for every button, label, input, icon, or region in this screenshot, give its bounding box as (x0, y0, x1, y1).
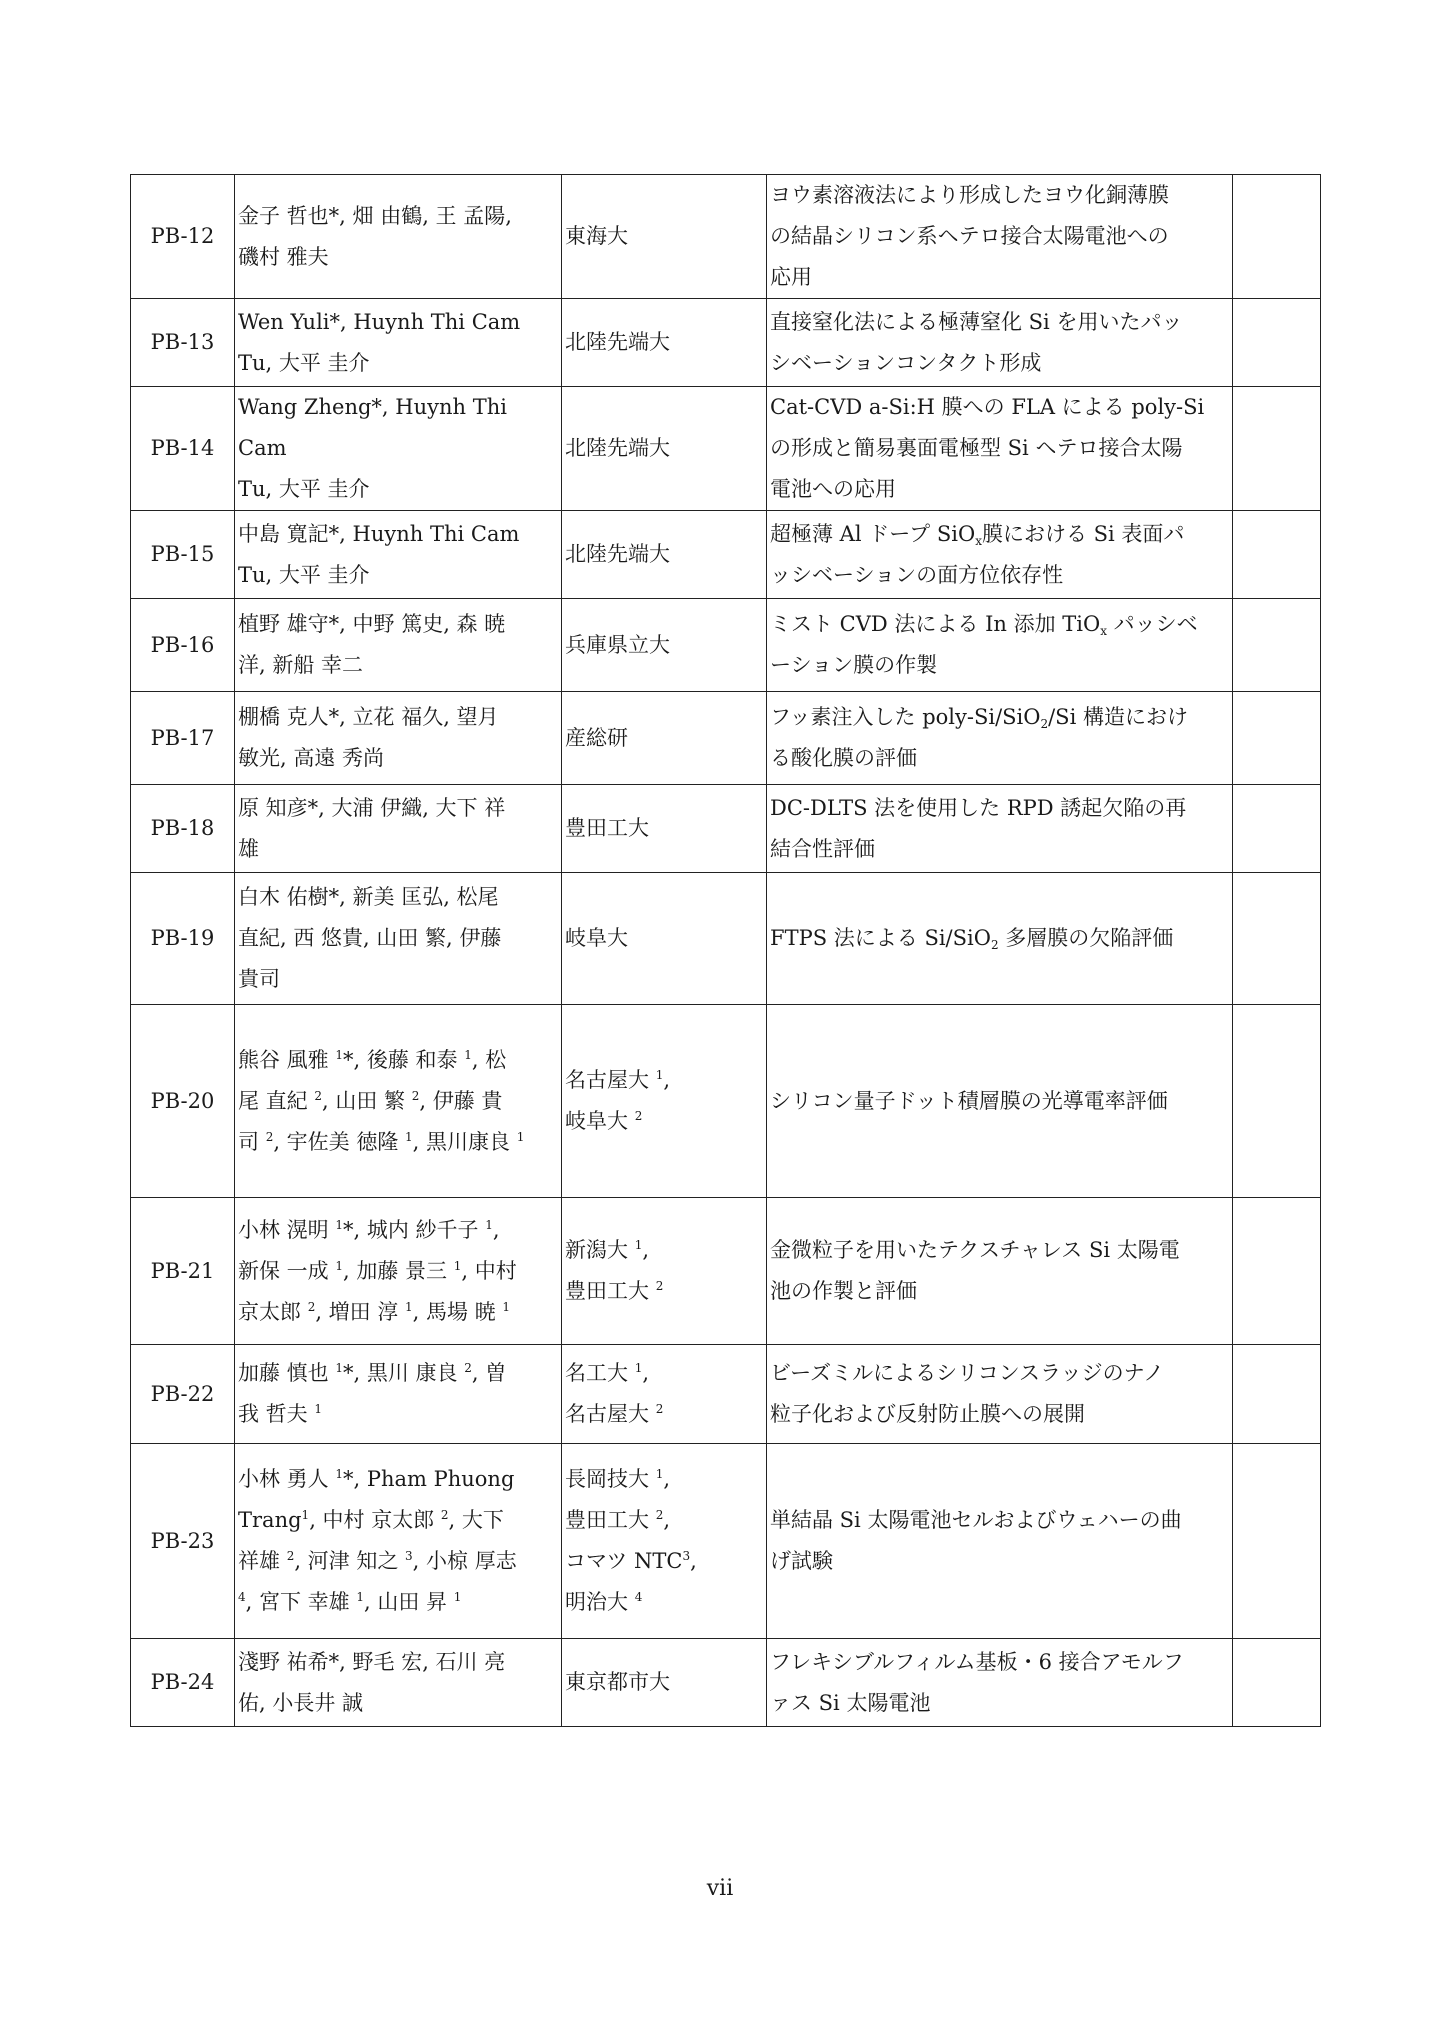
title-cell: シリコン量子ドット積層膜の光導電率評価 (767, 1005, 1233, 1198)
table-row (131, 873, 1321, 1005)
note-cell (1233, 599, 1321, 692)
presentation-id: PB-16 (131, 599, 235, 692)
affiliation-cell: 岐阜大 (562, 873, 767, 1005)
authors-cell: 加藤 慎也 $^1$*, 黒川 康良 $^2$, 曽 我 哲夫 $^1$ (235, 1345, 562, 1444)
title-cell: FTPS 法による Si/SiO$_2$ 多層膜の欠陥評価 (767, 873, 1233, 1005)
note-cell (1233, 785, 1321, 873)
affiliation-cell: 豊田工大 (562, 785, 767, 873)
title-cell: 直接窒化法による極薄窒化 Si を用いたパッ シベーションコンタクト形成 (767, 299, 1233, 387)
affiliation-cell: 名工大 $^1$, 名古屋大 $^2$ (562, 1345, 767, 1444)
title-cell: ビーズミルによるシリコンスラッジのナノ 粒子化および反射防止膜への展開 (767, 1345, 1233, 1444)
table-row (131, 1005, 1321, 1198)
presentation-id: PB-21 (131, 1198, 235, 1345)
table-row (131, 599, 1321, 692)
table-row (131, 299, 1321, 387)
authors-cell: Wen Yuli*, Huynh Thi Cam Tu, 大平 圭介 (235, 299, 562, 387)
table-row (131, 387, 1321, 511)
table-row (131, 1198, 1321, 1345)
affiliation-cell: 北陸先端大 (562, 299, 767, 387)
note-cell (1233, 175, 1321, 299)
presentation-id: PB-24 (131, 1639, 235, 1727)
title-cell: 超極薄 Al ドープ SiO$_x$膜における Si 表面パ ッシベーションの面方位依存性 (767, 511, 1233, 599)
table-row (131, 175, 1321, 299)
table-row (131, 1639, 1321, 1727)
presentation-id: PB-13 (131, 299, 235, 387)
table-row (131, 1345, 1321, 1444)
note-cell (1233, 1198, 1321, 1345)
note-cell (1233, 692, 1321, 785)
title-cell: フッ素注入した poly-Si/SiO$_2$/Si 構造におけ る酸化膜の評価 (767, 692, 1233, 785)
title-cell: フレキシブルフィルム基板・6 接合アモルフ ァス Si 太陽電池 (767, 1639, 1233, 1727)
note-cell (1233, 1444, 1321, 1639)
title-cell: 単結晶 Si 太陽電池セルおよびウェハーの曲 げ試験 (767, 1444, 1233, 1639)
affiliation-cell: 産総研 (562, 692, 767, 785)
authors-cell: 熊谷 風雅 $^1$*, 後藤 和泰 $^1$, 松 尾 直紀 $^2$, 山田 繁 $^2$, 伊藤 貴 司 $^2$, 宇佐美 徳隆 $^1$, 黒川康良 $^1$ (235, 1005, 562, 1198)
authors-cell: 小林 滉明 $^1$*, 城内 紗千子 $^1$, 新保 一成 $^1$, 加藤 景三 $^1$, 中村 京太郎 $^2$, 増田 淳 $^1$, 馬場 暁 $^1$ (235, 1198, 562, 1345)
note-cell (1233, 299, 1321, 387)
affiliation-cell: 兵庫県立大 (562, 599, 767, 692)
affiliation-cell: 東海大 (562, 175, 767, 299)
presentation-id: PB-18 (131, 785, 235, 873)
presentation-id: PB-19 (131, 873, 235, 1005)
affiliation-cell: 東京都市大 (562, 1639, 767, 1727)
affiliation-cell: 新潟大 $^1$, 豊田工大 $^2$ (562, 1198, 767, 1345)
authors-cell: 白木 佑樹*, 新美 匡弘, 松尾 直紀, 西 悠貴, 山田 繁, 伊藤 貴司 (235, 873, 562, 1005)
title-cell: ヨウ素溶液法により形成したヨウ化銅薄膜 の結晶シリコン系ヘテロ接合太陽電池への 応用 (767, 175, 1233, 299)
affiliation-cell: 名古屋大 $^1$, 岐阜大 $^2$ (562, 1005, 767, 1198)
authors-cell: 植野 雄守*, 中野 篤史, 森 暁 洋, 新船 幸二 (235, 599, 562, 692)
note-cell (1233, 1639, 1321, 1727)
title-cell: ミスト CVD 法による In 添加 TiO$_x$ パッシベ ーション膜の作製 (767, 599, 1233, 692)
authors-cell: 原 知彦*, 大浦 伊織, 大下 祥 雄 (235, 785, 562, 873)
authors-cell: 棚橋 克人*, 立花 福久, 望月 敏光, 高遠 秀尚 (235, 692, 562, 785)
presentation-id: PB-14 (131, 387, 235, 511)
affiliation-cell: 北陸先端大 (562, 511, 767, 599)
program-table (130, 174, 1321, 1727)
presentation-id: PB-12 (131, 175, 235, 299)
title-cell: DC-DLTS 法を使用した RPD 誘起欠陥の再 結合性評価 (767, 785, 1233, 873)
authors-cell: Wang Zheng*, Huynh Thi Cam Tu, 大平 圭介 (235, 387, 562, 511)
affiliation-cell: 長岡技大 $^1$, 豊田工大 $^2$, コマツ NTC$^3$, 明治大 $^4$ (562, 1444, 767, 1639)
page-number: vii (706, 1876, 734, 1901)
authors-cell: 小林 勇人 $^1$*, Pham Phuong Trang$^1$, 中村 京太郎 $^2$, 大下 祥雄 $^2$, 河津 知之 $^3$, 小椋 厚志 $^4$, 宮下 幸雄 $^1$, 山田 昇 $^1$ (235, 1444, 562, 1639)
presentation-id: PB-23 (131, 1444, 235, 1639)
presentation-id: PB-15 (131, 511, 235, 599)
note-cell (1233, 873, 1321, 1005)
presentation-id: PB-17 (131, 692, 235, 785)
presentation-id: PB-20 (131, 1005, 235, 1198)
title-cell: 金微粒子を用いたテクスチャレス Si 太陽電 池の作製と評価 (767, 1198, 1233, 1345)
table-row (131, 1444, 1321, 1639)
title-cell: Cat-CVD a-Si:H 膜への FLA による poly-Si の形成と簡易裏面電極型 Si ヘテロ接合太陽 電池への応用 (767, 387, 1233, 511)
note-cell (1233, 1005, 1321, 1198)
affiliation-cell: 北陸先端大 (562, 387, 767, 511)
program-table-body (131, 175, 1321, 1727)
note-cell (1233, 1345, 1321, 1444)
table-row (131, 511, 1321, 599)
note-cell (1233, 387, 1321, 511)
authors-cell: 中島 寛記*, Huynh Thi Cam Tu, 大平 圭介 (235, 511, 562, 599)
table-row (131, 692, 1321, 785)
presentation-id: PB-22 (131, 1345, 235, 1444)
note-cell (1233, 511, 1321, 599)
table-row (131, 785, 1321, 873)
authors-cell: 淺野 祐希*, 野毛 宏, 石川 亮 佑, 小長井 誠 (235, 1639, 562, 1727)
authors-cell: 金子 哲也*, 畑 由鶴, 王 孟陽, 磯村 雅夫 (235, 175, 562, 299)
